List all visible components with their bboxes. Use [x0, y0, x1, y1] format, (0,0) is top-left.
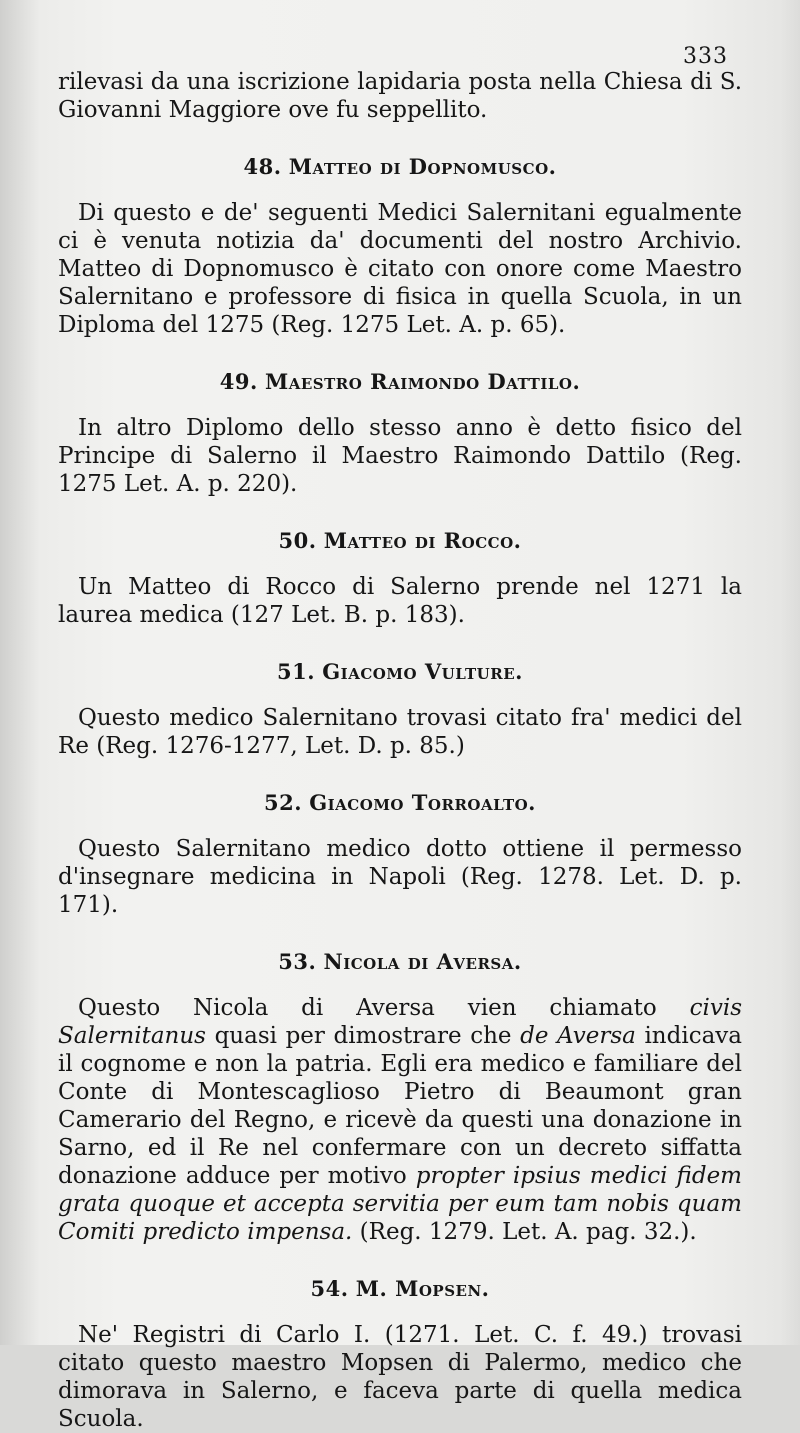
entry-number: 49. — [219, 369, 258, 394]
latin-phrase: de Aversa — [520, 1023, 636, 1049]
entry-text-53 — [58, 994, 742, 1246]
entry-heading-51 — [58, 659, 742, 684]
entry-name: Matteo di Rocco. — [323, 528, 522, 553]
entry-heading-48 — [58, 154, 742, 179]
text-run: (Reg. 1279. Let. A. pag. 32.). — [352, 1219, 697, 1245]
entry-name: Giacomo Vulture. — [322, 659, 523, 684]
entry-name: Matteo di Dopnomusco. — [288, 154, 557, 179]
latin-phrase: civis Salernitanus — [58, 995, 742, 1049]
entry-number: 51. — [277, 659, 316, 684]
entry-number: 52. — [263, 790, 303, 815]
entry-heading-50 — [58, 528, 742, 553]
entry-name: M. Mopsen. — [355, 1276, 490, 1301]
entry-heading-54 — [58, 1276, 742, 1301]
entry-number: 48. — [243, 154, 282, 179]
entry-text-52: Questo Salernitano medico dotto ottiene il permesso d'insegnare medicina in Napoli (Reg. 1278. Let. D. p. 171). — [58, 836, 742, 918]
entry-text-48: Di questo e de' seguenti Medici Salernitani egualmente ci è venuta notizia da' documenti del nostro Archivio. Matteo di Dopnomusco è citato con onore come Maestro Salernitano e professore di fisica in quella Scuola, in un Diploma del 1275 (Reg. 1275 Let. A. p. 65). — [58, 200, 742, 338]
entry-heading-53 — [58, 949, 742, 974]
entry-number: 53. — [278, 949, 317, 974]
entry-text-54: Ne' Registri di Carlo I. (1271. Let. C. f. 49.) trovasi citato questo maestro Mopsen di Palermo, medico che dimorava in Salerno, e faceva parte di quella medica Scuola. — [58, 1322, 742, 1432]
text-run: Questo Nicola di Aversa vien chiamato — [78, 995, 690, 1021]
text-run: indicava il cognome e non la patria. Egli era medico e familiare del Conte di Montescaglioso Pietro di Beaumont gran Camerario del Regno, e ricevè da questi una donazione in Sarno, ed il Re nel confermare con un decreto siffatta donazione adduce per motivo — [58, 1023, 742, 1189]
entry-text-51: Questo medico Salernitano trovasi citato fra' medici del Re (Reg. 1276-1277, Let. D. p. 85.) — [58, 705, 742, 759]
text-run: quasi per dimostrare che — [205, 1023, 521, 1049]
entry-number: 54. — [310, 1276, 349, 1301]
entry-heading-49 — [58, 369, 742, 394]
latin-quote: propter ipsius medici fidem grata quoque et accepta servitia per eum tam nobis quam Comiti predicto impensa. — [58, 1163, 742, 1245]
entry-name: Giacomo Torroalto. — [309, 790, 536, 815]
entry-name: Nicola di Aversa. — [323, 949, 522, 974]
page-number: 333 — [683, 44, 728, 69]
entry-text-49: In altro Diplomo dello stesso anno è detto fisico del Principe di Salerno il Maestro Raimondo Dattilo (Reg. 1275 Let. A. p. 220). — [58, 415, 742, 497]
entry-number: 50. — [278, 528, 317, 553]
intro-paragraph: rilevasi da una iscrizione lapidaria posta nella Chiesa di S. Giovanni Maggiore ove fu seppellito. — [58, 69, 742, 123]
entry-text-50: Un Matteo di Rocco di Salerno prende nel 1271 la laurea medica (127 Let. B. p. 183). — [58, 574, 742, 628]
entry-heading-52 — [58, 790, 742, 815]
entry-name: Maestro Raimondo Dattilo. — [264, 369, 581, 394]
